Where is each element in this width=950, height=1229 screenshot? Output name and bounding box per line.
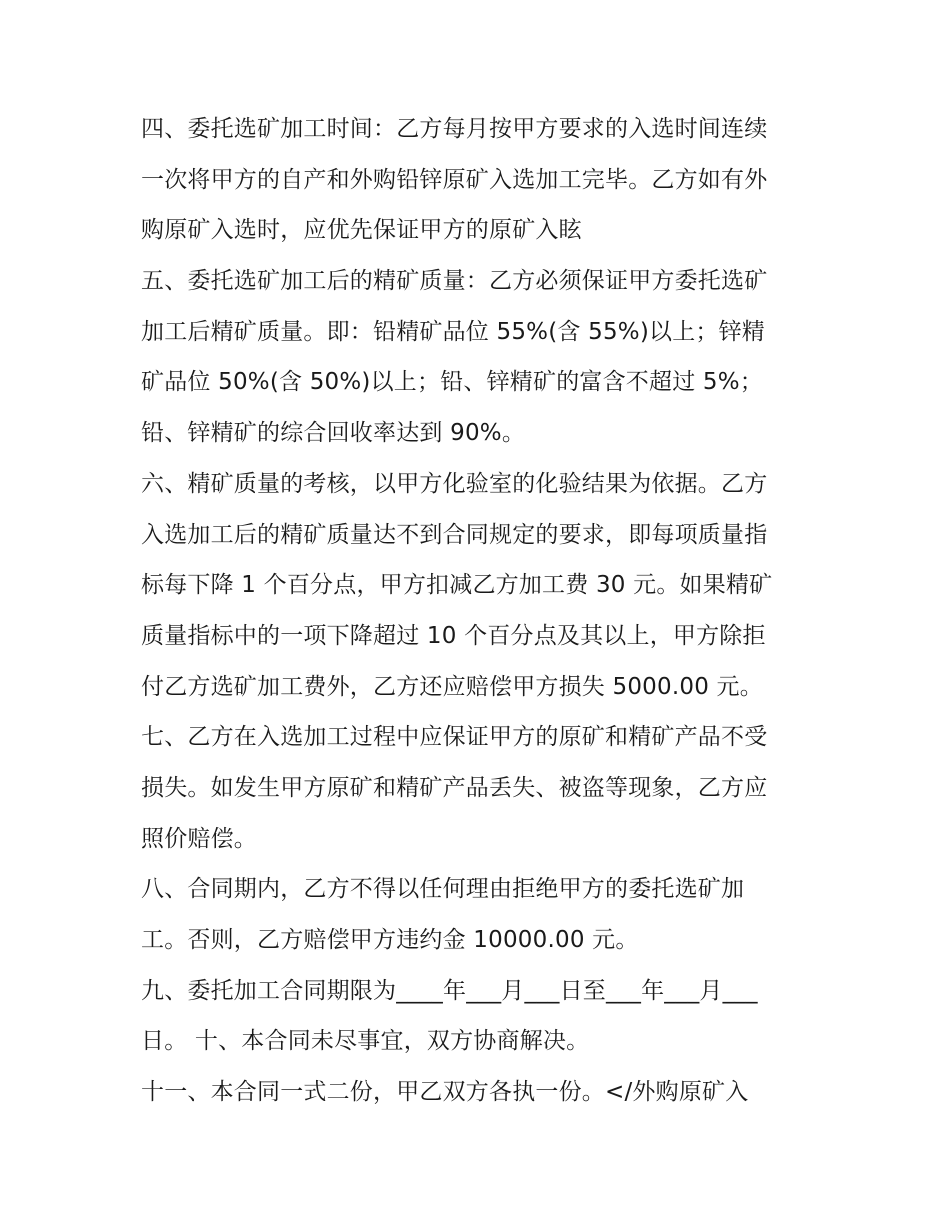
text-line: 加工后精矿质量。即：铅精矿品位 55%(含 55%)以上；锌精 (141, 318, 766, 345)
text-line: 六、精矿质量的考核，以甲方化验室的化验结果为依据。乙方 (141, 470, 768, 497)
text-line: 九、委托加工合同期限为____年___月___日至___年___月___ (141, 977, 758, 1004)
document-body (141, 104, 813, 1118)
text-line: 七、乙方在入选加工过程中应保证甲方的原矿和精矿产品不受 (141, 724, 768, 751)
text-line: 照价赔偿。 (141, 825, 257, 852)
text-line: 八、合同期内，乙方不得以任何理由拒绝甲方的委托选矿加 (141, 876, 745, 903)
text-line: 入选加工后的精矿质量达不到合同规定的要求，即每项质量指 (141, 521, 768, 548)
text-line: 十一、本合同一式二份，甲乙双方各执一份。</外购原矿入 (141, 1079, 749, 1106)
text-line: 质量指标中的一项下降超过 10 个百分点及其以上，甲方除拒 (141, 622, 766, 649)
text-line: 一次将甲方的自产和外购铅锌原矿入选加工完毕。乙方如有外 (141, 166, 768, 193)
text-line: 铅、锌精矿的综合回收率达到 90%。 (141, 420, 526, 447)
text-line: 损失。如发生甲方原矿和精矿产品丢失、被盗等现象，乙方应 (141, 774, 768, 801)
text-line: 工。否则，乙方赔偿甲方违约金 10000.00 元。 (141, 927, 639, 953)
text-line: 标每下降 1 个百分点，甲方扣减乙方加工费 30 元。如果精矿 (141, 572, 773, 599)
text-line: 矿品位 50%(含 50%)以上；铅、锌精矿的富含不超过 5%； (141, 369, 764, 396)
text-line: 四、委托选矿加工时间：乙方每月按甲方要求的入选时间连续 (141, 116, 768, 142)
text-line: 付乙方选矿加工费外，乙方还应赔偿甲方损失 5000.00 元。 (141, 673, 763, 700)
text-line: 日。 十、本合同未尽事宜，双方协商解决。 (141, 1028, 590, 1055)
text-line: 购原矿入选时，应优先保证甲方的原矿入眩 (141, 217, 582, 244)
text-line: 五、委托选矿加工后的精矿质量：乙方必须保证甲方委托选矿 (141, 268, 768, 295)
